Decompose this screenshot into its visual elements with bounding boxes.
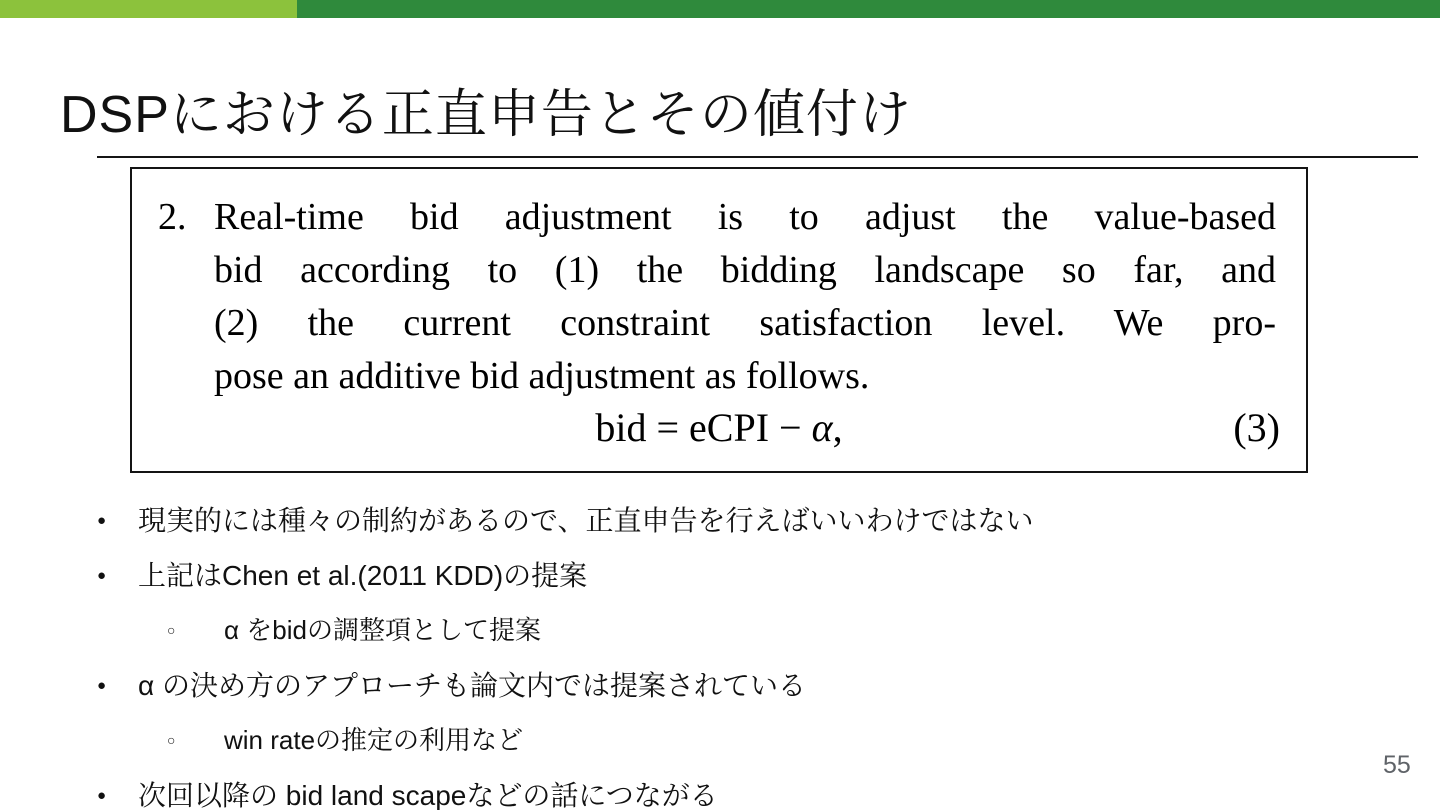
header-bar-dark-segment — [297, 0, 1440, 18]
bullet-filled-icon: ● — [97, 677, 107, 694]
list-item — [0, 493, 1440, 548]
page-title: DSPにおける正直申告とその値付け — [60, 86, 912, 144]
header-bar-light-segment — [0, 0, 297, 18]
bullet-list — [0, 493, 1440, 810]
list-subitem — [0, 713, 1440, 768]
bullet-filled-icon: ● — [97, 787, 107, 804]
paper-excerpt-figure — [130, 167, 1308, 473]
list-item — [0, 658, 1440, 713]
bullet-filled-icon: ● — [97, 567, 107, 584]
paper-line: bid according to (1) the bidding landscape so far, and — [214, 249, 1276, 291]
list-item-text: α の決め方のアプローチも論文内では提案されている — [138, 670, 806, 701]
bullet-hollow-icon: ○ — [167, 622, 176, 638]
equation-number: (3) — [1233, 405, 1280, 450]
list-item-text: α をbidの調整項として提案 — [224, 615, 541, 645]
bullet-filled-icon: ● — [97, 512, 107, 529]
list-item-text: 上記はChen et al.(2011 KDD)の提案 — [138, 560, 588, 591]
page-number: 55 — [1383, 751, 1411, 779]
equation — [132, 403, 1306, 453]
paper-line: pose an additive bid adjustment as follows. — [214, 355, 870, 397]
header-bar — [0, 0, 1440, 18]
paper-line: (2) the current constraint satisfaction level. We pro- — [214, 302, 1276, 344]
paper-top-rule — [97, 156, 1418, 158]
paper-paragraph — [214, 191, 1276, 403]
bullet-hollow-icon: ○ — [167, 732, 176, 748]
paper-line: Real-time bid adjustment is to adjust the value-based — [214, 196, 1276, 238]
list-item — [0, 768, 1440, 810]
alpha-symbol: α — [811, 405, 833, 450]
list-item-text: 次回以降の bid land scapeなどの話につながる — [138, 780, 718, 810]
list-item-text: 現実的には種々の制約があるので、正直申告を行えばいいわけではない — [138, 505, 1034, 536]
equation-body: bid = eCPI − α, — [595, 405, 843, 450]
paper-item-number: 2. — [158, 196, 187, 238]
list-item-text: win rateの推定の利用など — [224, 725, 524, 755]
list-subitem — [0, 603, 1440, 658]
list-item — [0, 548, 1440, 603]
